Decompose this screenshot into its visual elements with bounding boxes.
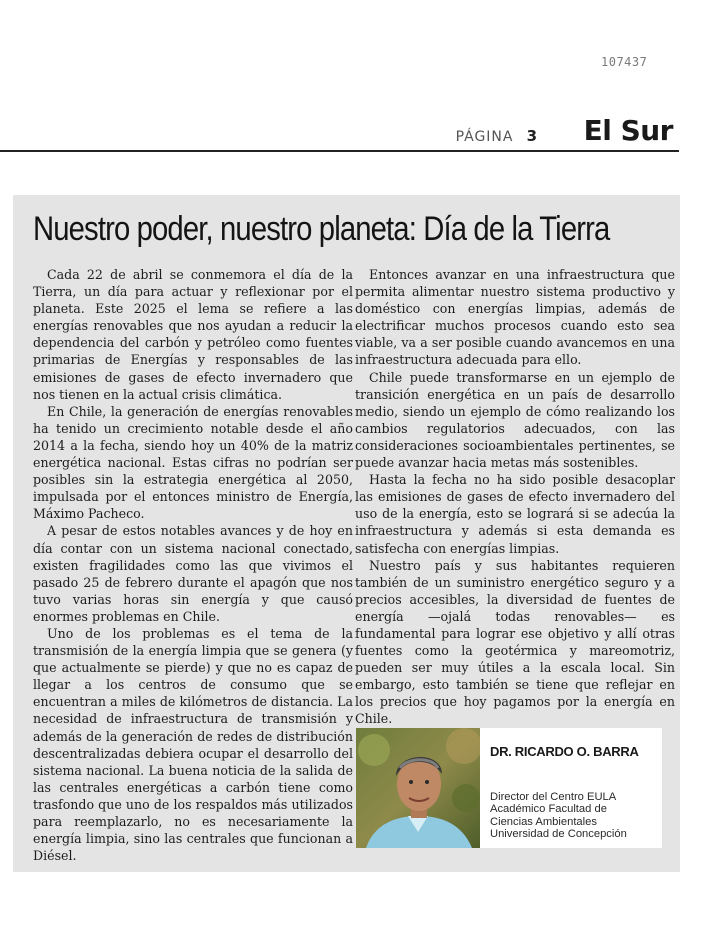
paragraph: A pesar de estos notables avances y de hoy en día contar con un sistema nacional conectado, existen fragilidades como las que vivimos el pasado 25 de febrero durante el apagón que nos tuvo varias horas sin energía y que causó enormes problemas en Chile. bbox=[33, 523, 353, 624]
paragraph: Entonces avanzar en una infraestructura que permita alimentar nuestro sistema productivo y doméstico con energías limpias, además de electrificar muchos procesos cuando esto sea viable, va a ser posible cuando avancemos en una infraestructura adecuada para ello. bbox=[355, 267, 675, 368]
paragraph: Hasta la fecha no ha sido posible desacoplar las emisiones de gases de efecto invernadero del uso de la energía, esto se logrará si se adecúa la infraestructura y además si esta demanda es satisfecha con energías limpias. bbox=[355, 472, 675, 556]
clipping-id: 107437 bbox=[601, 55, 648, 69]
newspaper-logo: El Sur bbox=[583, 114, 673, 147]
article-column-left bbox=[33, 266, 353, 864]
paragraph: Uno de los problemas es el tema de la transmisión de la energía limpia que se genera (y que actualmente se pierde) y que no es capaz de llegar a los centros de consumo que se encuentran a miles de kilómetros de distancia. La necesidad de infraestructura de transmisión y además de la generación de redes de distribución descentralizadas debiera ocupar el desarrollo del sistema nacional. La buena noticia de la salida de las centrales energéticas a carbón tiene como trasfondo que uno de los respaldos más utilizados para reemplazarlo, no es necesariamente la energía limpia, sino las centrales que funcionan a Diésel. bbox=[33, 625, 353, 864]
paragraph: Nuestro país y sus habitantes requieren también de un suministro energético seguro y a precios accesibles, la diversidad de fuentes de energía —ojalá todas renovables— es fundamental para lograr ese objetivo y allí otras fuentes como la geotérmica y mareomotriz, pueden ser muy útiles a la escala local. Sin embargo, esto también se tiene que reflejar en los precios que hoy pagamos por la energía en Chile. bbox=[355, 557, 675, 727]
paragraph: Chile puede transformarse en un ejemplo de transición energética en un país de desarrollo medio, siendo un ejemplo de cómo realizando los cambios regulatorios adecuados, con las consideraciones socioambientales pertinentes, se puede avanzar hacia metas más sostenibles. bbox=[355, 369, 675, 471]
author-byline bbox=[356, 728, 662, 848]
article-column-right bbox=[355, 266, 675, 728]
page-label: PÁGINA bbox=[455, 129, 514, 145]
paragraph: Cada 22 de abril se conmemora el día de la Tierra, un día para actuar y reflexionar por el planeta. Este 2025 el lema se refiere a las energías renovables que nos ayudan a reducir la dependencia del carbón y petróleo como fuentes primarias de Energías y responsables de las emisiones de gases de efecto invernadero que nos tienen en la actual crisis climática. bbox=[33, 267, 353, 402]
affiliation-line: Director del Centro EULA bbox=[490, 791, 617, 803]
masthead bbox=[0, 112, 679, 152]
opinion-article bbox=[13, 195, 680, 872]
page-indicator bbox=[456, 126, 537, 145]
article-headline: Nuestro poder, nuestro planeta: Día de la Tierra bbox=[33, 210, 610, 248]
affiliation-line: Ciencias Ambientales bbox=[490, 815, 597, 828]
page-number: 3 bbox=[526, 127, 537, 145]
author-affiliation bbox=[490, 791, 660, 841]
author-photo bbox=[356, 728, 480, 848]
paragraph: En Chile, la generación de energías renovables ha tenido un crecimiento notable desde el año 2014 a la fecha, siendo hoy un 40% de la matriz energética nacional. Estas cifras no podrían ser posibles sin la estrategia energética al 2050, impulsada por el entonces ministro de Energía, Máximo Pacheco. bbox=[33, 403, 353, 522]
author-name: DR. RICARDO O. BARRA bbox=[490, 744, 639, 759]
affiliation-line: Académico Facultad de bbox=[490, 803, 607, 816]
affiliation-line: Universidad de Concepción bbox=[490, 828, 627, 841]
